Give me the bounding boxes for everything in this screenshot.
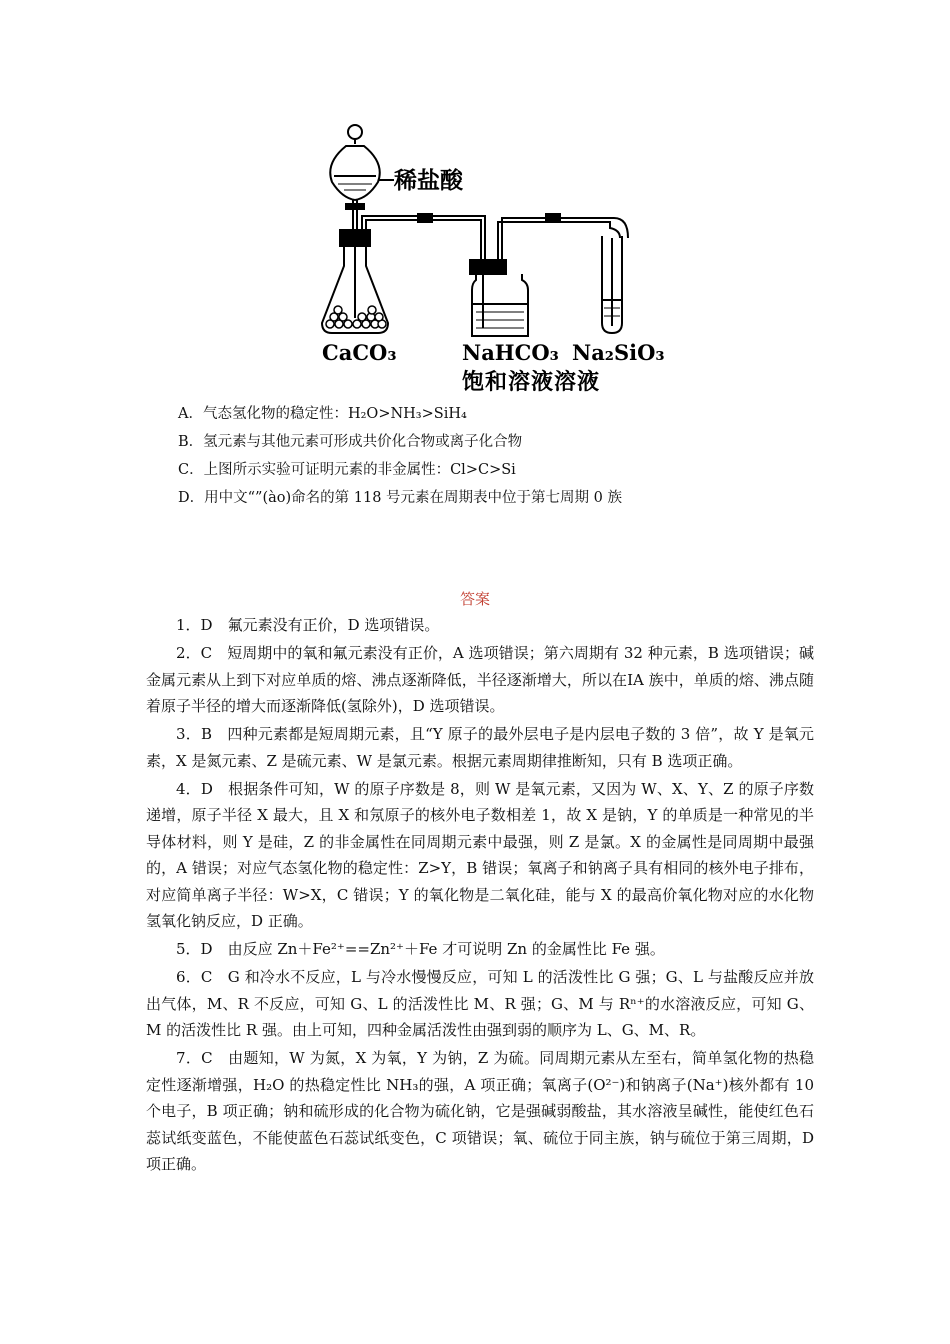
acid-label: 稀盐酸 — [394, 167, 463, 194]
choice-options — [178, 400, 818, 512]
answer-heading: 答案 — [459, 590, 490, 608]
answer-3: 3．B 四种元素都是短周期元素，且“Y 原子的最外层电子是内层电子数的 3 倍”，故 Y 是氧元素，X 是氮元素、Z 是硫元素、W 是氯元素。根据元素周期律推断知，只有 B 选项正确。 — [146, 725, 814, 770]
answer-list — [146, 612, 814, 1179]
answer-4: 4．D 根据条件可知，W 的原子序数是 8，则 W 是氧元素，又因为 W、X、Y、Z 的原子序数递增，原子半径 X 最大，且 X 和氖原子的核外电子数相差 1，故 X 是钠，Y 的单质是一种常见的半导体材料，则 Y 是硅，Z 的非金属性在同周期元素中最强，则 Z 是氯。X 的金属性是同周期中最强的，A 错误；对应气态氢化物的稳定性：Z>Y，B 错误；氧离子和钠离子具有相同的核外电子排布，对应简单离子半径：W>X，C 错误；Y 的氧化物是二氧化硅，能与 X 的最高价氧化物对应的水化物氢氧化钠反应，D 正确。 — [146, 779, 814, 930]
experiment-apparatus-figure — [310, 118, 690, 393]
option-b: B．氢元素与其他元素可形成共价化合物或离子化合物 — [178, 434, 523, 450]
funnel-stopper — [348, 125, 362, 139]
nahco3-label: NaHCO₃ — [462, 340, 559, 365]
answer-6: 6．C G 和冷水不反应，L 与冷水慢慢反应，可知 L 的活泼性比 G 强；G、L 与盐酸反应并放出气体，M、R 不反应，可知 G、L 的活泼性比 M、R 强；G、M 与 Rⁿ⁺的水溶液反应，可知 G、M 的活泼性比 R 强。由上可知，四种金属活泼性由强到弱的顺序为 L、G、M、R。 — [146, 968, 814, 1039]
answer-7: 7．C 由题知，W 为氮，X 为氧，Y 为钠，Z 为硫。同周期元素从左至右，简单氢化物的热稳定性逐渐增强，H₂O 的热稳定性比 NH₃的强，A 项正确；氧离子(O²⁻)和钠离子(Na⁺)核外都有 10 个电子，B 项正确；钠和硫形成的化合物为硫化钠，它是强碱弱酸盐，其水溶液呈碱性，能使红色石蕊试纸变蓝色，不能使蓝色石蕊试纸变色，C 项错误；氧、硫位于同主族，钠与硫位于第三周期，D 项正确。 — [146, 1049, 814, 1173]
flask-stopper — [340, 230, 370, 246]
answer-1: 1．D 氟元素没有正价，D 选项错误。 — [176, 616, 440, 634]
option-d: D．用中文“”(ào)命名的第 118 号元素在周期表中位于第七周期 0 族 — [178, 490, 622, 506]
bottle-stopper — [470, 260, 506, 274]
option-a: A．气态氢化物的稳定性：H₂O>NH₃>SiH₄ — [178, 406, 467, 422]
answer-2: 2．C 短周期中的氧和氟元素没有正价，A 选项错误；第六周期有 32 种元素，B 选项错误；碱金属元素从上到下对应单质的熔、沸点逐渐降低，半径逐渐增大，所以在ⅠA 族中，单质的熔、沸点随着原子半径的增大而逐渐降低(氢除外)，D 选项错误。 — [146, 644, 814, 715]
caco3-label: CaCO₃ — [322, 340, 397, 365]
separatory-funnel — [330, 146, 380, 200]
answer-5: 5．D 由反应 Zn＋Fe²⁺==Zn²⁺＋Fe 才可说明 Zn 的金属性比 Fe 强。 — [176, 940, 665, 958]
option-c: C．上图所示实验可证明元素的非金属性：Cl>C>Si — [178, 462, 516, 478]
saturated-solution-label: 饱和溶液溶液 — [462, 369, 601, 395]
na2sio3-label: Na₂SiO₃ — [572, 340, 665, 365]
